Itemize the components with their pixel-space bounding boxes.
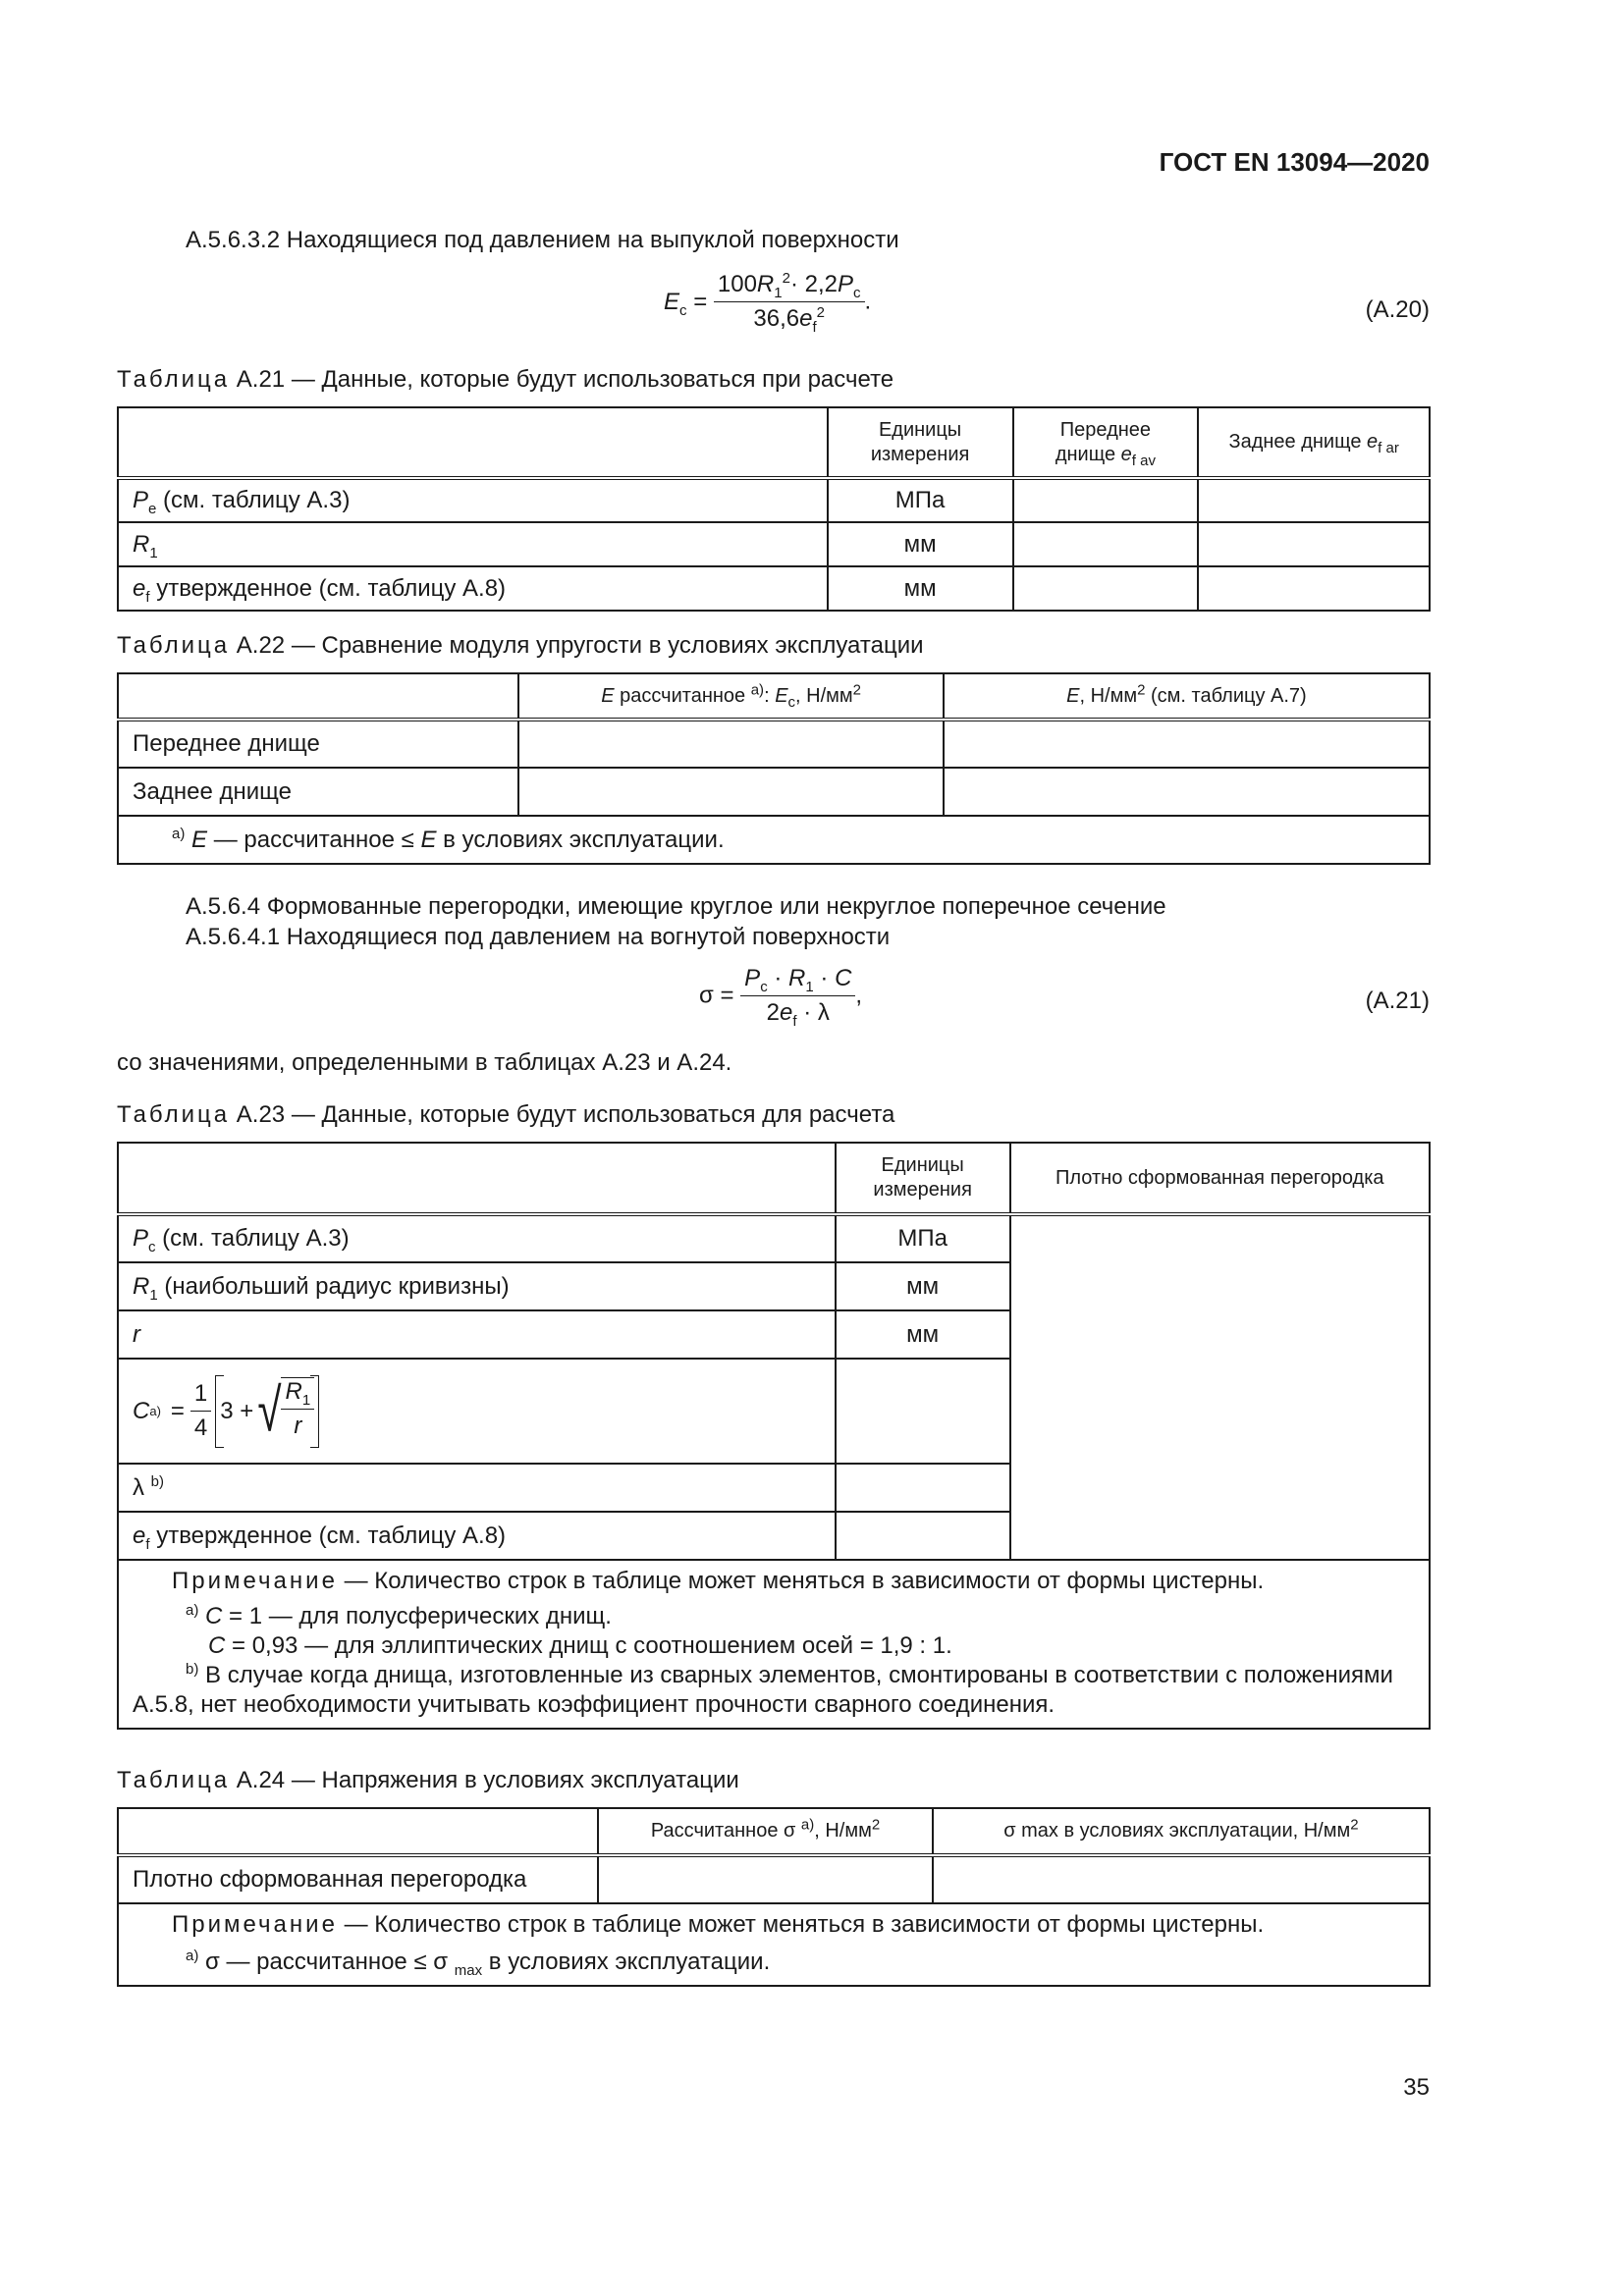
header-table-e: [944, 673, 1430, 720]
calc-sub: c: [787, 693, 796, 711]
table-note-row: [118, 1560, 1430, 1729]
calc-footnote-ref: а): [750, 680, 765, 698]
header-calculated-sigma: [598, 1808, 933, 1855]
note-cell: [118, 1903, 1430, 1986]
table-a22-caption: [117, 631, 924, 661]
row-label: Плотно сформованная перегородка: [118, 1855, 598, 1903]
caption-text: А.24 — Напряжения в условиях эксплуатации: [236, 1767, 739, 1793]
table-a24-caption: [117, 1766, 739, 1795]
footnote-symbol-2: E: [420, 826, 437, 853]
footnote-mark: а): [186, 1948, 199, 1964]
header-empty-cell: [118, 1808, 598, 1855]
header-empty-cell: [118, 407, 828, 478]
eq-a20-period: .: [864, 288, 872, 315]
footnote-text: = 0,93 — для эллиптических днищ с соотношением осей = 1,9 : 1.: [225, 1632, 952, 1659]
c-formula: C а) = $\frac{1}{4}$ 3 + √ $\frac{R_1}{r}$: [133, 1375, 319, 1448]
caption-text: А.23 — Данные, которые будут использоваться для расчета: [236, 1101, 895, 1128]
param-symbol: P: [133, 1225, 149, 1252]
eq-a21-comma: ,: [855, 982, 863, 1009]
tab-unit-power: 2: [1137, 680, 1146, 698]
header-empty-cell: [118, 1143, 836, 1214]
c-formula-cell: [118, 1359, 836, 1464]
unit-cell: мм: [828, 522, 1013, 566]
footnote-b-continuation: А.5.8, нет необходимости учитывать коэффициент прочности сварного соединения.: [133, 1691, 1056, 1718]
table-row: [118, 720, 1430, 768]
eq-a21-dot-2: ·: [820, 965, 829, 991]
param-cell: [118, 522, 828, 566]
param-symbol: r: [133, 1320, 140, 1348]
note-line: [133, 1910, 1415, 1940]
eq-a20-lhs: E: [664, 288, 680, 315]
max-text: σ max в условиях эксплуатации, Н/мм: [1003, 1820, 1351, 1842]
header-empty-cell: [118, 673, 518, 720]
c-frac-num: 1: [190, 1380, 211, 1412]
section-heading-a564: А.5.6.4 Формованные перегородки, имеющие круглое или некруглое поперечное сечение: [186, 893, 1166, 920]
note-cell: [118, 1560, 1430, 1729]
param-sub: c: [148, 1238, 156, 1255]
eq-a21-den-a: 2: [766, 999, 781, 1026]
table-note-row: [118, 1903, 1430, 1986]
table-a22: [117, 672, 1431, 865]
row-label: Заднее днище: [118, 768, 518, 816]
table-row: [118, 768, 1430, 816]
param-symbol: P: [133, 487, 149, 513]
param-cell: [118, 1310, 836, 1359]
note-text: — Количество строк в таблице может меняться в зависимости от формы цистерны.: [344, 1911, 1265, 1938]
note-line: [133, 1567, 1415, 1596]
footnote-text: σ — рассчитанное ≤ σ: [198, 1949, 455, 1975]
calc-unit-power: 2: [871, 1816, 881, 1834]
unit-cell: мм: [836, 1262, 1010, 1310]
param-sub: 1: [149, 1286, 158, 1304]
tab-symbol: E: [1066, 684, 1080, 707]
unit-cell: [836, 1464, 1010, 1512]
caption-label: Таблица: [117, 1101, 231, 1128]
note-text: — Количество строк в таблице может меняться в зависимости от формы цистерны.: [344, 1568, 1265, 1594]
footnote-a-2: [133, 1631, 1415, 1661]
param-text: утвержденное (см. таблицу А.8): [149, 1522, 507, 1549]
footnote-text: = 1 — для полусферических днищ.: [222, 1603, 612, 1629]
tab-ref: (см. таблицу А.7): [1145, 684, 1307, 707]
page-number: 35: [1403, 2074, 1430, 2101]
value-cell: [1013, 566, 1199, 611]
value-cell: [1198, 478, 1430, 522]
footnote-mark: а): [186, 1602, 199, 1619]
table-a23-caption: [117, 1100, 894, 1130]
footnote-a: [133, 1602, 1415, 1631]
header-calculated-e: [518, 673, 943, 720]
footnote-symbol: C: [205, 1603, 223, 1629]
section-heading-a5641: А.5.6.4.1 Находящиеся под давлением на вогнутой поверхности: [186, 924, 891, 950]
footnote-tail: в условиях эксплуатации.: [436, 826, 725, 853]
table-footnote-row: [118, 816, 1430, 864]
eq-a20-num-d-sub: c: [853, 284, 861, 301]
param-sub: f: [145, 1535, 150, 1553]
table-row: [118, 566, 1430, 611]
value-cell: [1198, 566, 1430, 611]
lambda-footnote-ref: b): [150, 1472, 165, 1490]
equation-a20: [664, 270, 872, 336]
eq-a21-num-a-sub: c: [760, 978, 768, 995]
sqrt-icon: √: [257, 1376, 282, 1445]
eq-a21-numerator: [740, 965, 855, 996]
unit-cell: [836, 1359, 1010, 1464]
value-cell: [518, 720, 943, 768]
table-row: [118, 1855, 1430, 1903]
eq-a20-equals: =: [693, 288, 708, 315]
footnote-text: В случае когда днища, изготовленные из сварных элементов, смонтированы в соответствии с положениями: [198, 1662, 1393, 1688]
eq-a20-num-d: P: [837, 271, 853, 297]
value-cell: [944, 768, 1430, 816]
eq-a20-den-b: e: [799, 305, 813, 332]
eq-a21-den-b: e: [780, 999, 793, 1026]
document-designation: ГОСТ EN 13094—2020: [1159, 147, 1430, 177]
calc-unit: , Н/мм: [795, 684, 853, 707]
eq-a20-num-b: R: [756, 271, 775, 297]
lambda-symbol: λ: [133, 1473, 144, 1501]
table-a23-header-row: [118, 1143, 1430, 1214]
param-symbol: e: [133, 574, 146, 602]
header-units: Единицы измерения: [836, 1143, 1010, 1214]
footnote-text: — рассчитанное ≤: [207, 826, 421, 853]
eq-a20-den-a: 36,6: [753, 305, 800, 332]
table-a21-caption: [117, 365, 893, 395]
param-sub: f: [145, 588, 150, 606]
rear-head-symbol: e: [1367, 431, 1379, 453]
equation-a21: [699, 965, 863, 1030]
unit-cell: [836, 1512, 1010, 1560]
eq-a21-fraction: [740, 965, 855, 1030]
c-bracket: [215, 1375, 319, 1448]
footnote-tail: в условиях эксплуатации.: [482, 1949, 771, 1975]
equation-number-a21: (А.21): [1365, 988, 1430, 1014]
eq-a20-num-b-sup: 2: [782, 270, 790, 287]
table-row: [118, 522, 1430, 566]
footnote-cell: [118, 816, 1430, 864]
param-sub: e: [148, 500, 157, 517]
unit-cell: МПа: [836, 1214, 1010, 1262]
table-a24: [117, 1807, 1431, 1987]
rear-head-sub: f ar: [1378, 440, 1399, 456]
front-head-symbol: e: [1120, 443, 1132, 465]
equation-number-a20: (А.20): [1365, 296, 1430, 323]
eq-a21-num-a: P: [744, 965, 761, 991]
footnote-symbol: E: [191, 826, 208, 853]
caption-text: А.22 — Сравнение модуля упругости в условиях эксплуатации: [236, 632, 924, 659]
eq-a20-den-b-sup: 2: [816, 304, 825, 321]
eq-a20-denominator: [749, 302, 829, 336]
param-text: (см. таблицу А.3): [155, 1225, 350, 1252]
c-r1: R: [285, 1377, 302, 1405]
footnote-mark: а): [172, 825, 186, 842]
table-row: [118, 478, 1430, 522]
header-sigma-max: [933, 1808, 1430, 1855]
c-r: r: [294, 1412, 302, 1439]
param-cell: [118, 1214, 836, 1262]
param-sub: 1: [149, 544, 158, 561]
eq-a20-num-a: 100: [717, 271, 757, 297]
note-label: Примечание: [172, 1568, 338, 1594]
tab-unit: , Н/мм: [1079, 684, 1138, 707]
unit-cell: мм: [828, 566, 1013, 611]
row-label: Переднее днище: [118, 720, 518, 768]
param-cell: [118, 1512, 836, 1560]
eq-a21-num-c: R: [788, 965, 806, 991]
eq-a21-num-e: C: [835, 965, 852, 991]
value-cell: [1013, 522, 1199, 566]
footnote-a: [133, 1948, 1415, 1977]
c-sqrt-fraction: [281, 1378, 314, 1440]
max-unit-power: 2: [1350, 1816, 1359, 1834]
c-sqrt-body: [281, 1377, 314, 1440]
caption-label: Таблица: [117, 366, 231, 393]
unit-cell: мм: [836, 1310, 1010, 1359]
table-a21-header-row: [118, 407, 1430, 478]
c-fraction: [190, 1380, 211, 1442]
param-cell: [118, 478, 828, 522]
c-three: 3 +: [220, 1397, 254, 1424]
eq-a21-num-c-sub: 1: [805, 978, 814, 995]
values-note: со значениями, определенными в таблицах А.23 и А.24.: [117, 1049, 732, 1076]
param-cell: [118, 566, 828, 611]
eq-a20-fraction: [714, 270, 865, 336]
calc-unit: , Н/мм: [814, 1820, 872, 1842]
table-a24-header-row: [118, 1808, 1430, 1855]
eq-a20-num-b-sub: 1: [774, 284, 783, 301]
eq-a21-denominator: [763, 996, 834, 1030]
partition-value-cell: [1010, 1214, 1430, 1560]
section-heading-a5632: А.5.6.3.2 Находящиеся под давлением на выпуклой поверхности: [186, 227, 899, 253]
eq-a21-dot: ·: [774, 965, 783, 991]
note-label: Примечание: [172, 1911, 338, 1938]
value-cell: [518, 768, 943, 816]
c-frac-den: 4: [193, 1415, 208, 1441]
eq-a21-den-c: · λ: [803, 999, 830, 1026]
calc-symbol-2: E: [775, 684, 788, 707]
table-a21: [117, 406, 1431, 612]
footnote-b: [133, 1661, 1415, 1690]
param-text: утвержденное (см. таблицу А.8): [149, 574, 507, 602]
eq-a21-den-b-sub: f: [792, 1012, 797, 1030]
param-text: (см. таблицу А.3): [156, 487, 351, 513]
header-front-head: [1013, 407, 1199, 478]
calc-text: Рассчитанное σ: [650, 1820, 801, 1842]
caption-label: Таблица: [117, 1767, 231, 1793]
eq-a21-equals: =: [720, 982, 734, 1009]
param-cell: [118, 1262, 836, 1310]
value-cell: [1198, 522, 1430, 566]
table-row: [118, 1214, 1430, 1262]
footnote-sub: max: [454, 1961, 483, 1979]
eq-a20-num-c: · 2,2: [789, 271, 838, 297]
front-head-sub: f av: [1131, 452, 1156, 469]
header-partition: Плотно сформованная перегородка: [1010, 1143, 1430, 1214]
eq-a20-numerator: [714, 271, 865, 302]
eq-a20-den-b-sub: f: [812, 318, 817, 336]
param-text: (наибольший радиус кривизны): [157, 1272, 510, 1300]
calc-text: рассчитанное: [614, 684, 751, 707]
rear-head-label: Заднее днище: [1228, 431, 1362, 453]
calc-symbol: E: [601, 684, 615, 707]
eq-a21-lhs: σ: [699, 982, 714, 1009]
table-a23: [117, 1142, 1431, 1730]
caption-text: А.21 — Данные, которые будут использоваться при расчете: [236, 366, 894, 393]
c-r1-sub: 1: [301, 1391, 311, 1409]
c-symbol: C: [133, 1397, 150, 1424]
param-cell: [118, 1464, 836, 1512]
front-head-label: Переднее днище: [1055, 418, 1152, 465]
table-a22-header-row: [118, 673, 1430, 720]
value-cell: [933, 1855, 1430, 1903]
header-units: Единицы измерения: [828, 407, 1013, 478]
eq-a20-lhs-sub: c: [679, 301, 687, 319]
footnote-mark: b): [186, 1661, 199, 1678]
c-equals: =: [170, 1397, 185, 1424]
param-symbol: e: [133, 1522, 146, 1549]
calc-unit-power: 2: [852, 680, 861, 698]
calc-colon: :: [764, 684, 776, 707]
value-cell: [1013, 478, 1199, 522]
caption-label: Таблица: [117, 632, 231, 659]
value-cell: [598, 1855, 933, 1903]
footnote-symbol: C: [208, 1632, 226, 1659]
param-symbol: R: [133, 1272, 150, 1300]
calc-footnote-ref: а): [800, 1816, 815, 1834]
unit-cell: МПа: [828, 478, 1013, 522]
param-symbol: R: [133, 530, 150, 558]
header-rear-head: [1198, 407, 1430, 478]
value-cell: [944, 720, 1430, 768]
